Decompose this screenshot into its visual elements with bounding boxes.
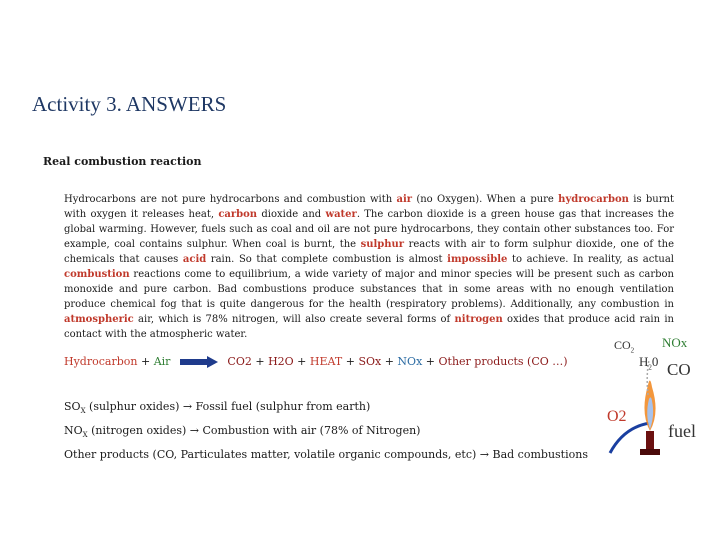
eq-heat: HEAT	[309, 355, 343, 368]
reaction-arrow-icon	[180, 356, 218, 368]
eq-plus: +	[251, 355, 269, 368]
eq-plus: +	[381, 355, 398, 368]
section-heading: Real combustion reaction	[43, 155, 202, 168]
page-title: Activity 3. ANSWERS	[32, 92, 227, 116]
paragraph-text: oxides that produce acid rain in contact with the atmospheric water.	[64, 314, 674, 340]
paragraph-text: dioxide and	[257, 209, 326, 220]
eq-plus: +	[293, 355, 310, 368]
other-line: Other products (CO, Particulates matter, volatile organic compounds, etc) → Bad combustions	[64, 448, 588, 462]
paragraph-text: (no Oxygen). When a pure	[412, 194, 559, 205]
paragraph-text: rain. So that complete combustion is almost	[206, 254, 448, 265]
fig-nox-label: NOx	[662, 335, 688, 350]
paragraph-text: reactions come to equilibrium, a wide variety of major and minor species will be present such as carbon monoxide and pure carbon. Bad combustions produce substances that in some areas with no enough ventilation produce chemical fog that is quite dangerous for the health (respiratory problems). Additionally, any combustion in	[64, 269, 674, 310]
highlight-term: sulphur	[360, 239, 405, 250]
highlight-term: combustion	[64, 269, 130, 280]
highlight-term: hydrocarbon	[558, 194, 629, 205]
paragraph-text: . The carbon dioxide is a green house gas that increases the global warming. However, fuels such as coal and oil are not pure hydrocarbons, they contain other substances too. For example, coal contains sulphur. When coal is burnt, the	[64, 209, 675, 250]
eq-plus: +	[137, 355, 154, 368]
paragraph-text: Hydrocarbons are not pure hydrocarbons and combustion with	[64, 194, 397, 205]
eq-co2: CO2	[227, 355, 252, 368]
fig-o2-label: O2	[607, 408, 627, 425]
paragraph-text: reacts with air to form sulphur dioxide, one of the chemicals that causes	[64, 239, 674, 265]
bunsen-burner-figure	[602, 335, 720, 465]
eq-plus: +	[422, 355, 439, 368]
fig-fuel-label: fuel	[668, 421, 696, 441]
eq-nox: NOx	[397, 355, 423, 368]
paragraph-text: is burnt with oxygen it releases heat,	[64, 194, 674, 220]
highlight-term: atmospheric	[64, 314, 134, 325]
burner-flame-icon	[602, 335, 720, 465]
paragraph-text: air, which is 78% nitrogen, will also create several forms of	[133, 314, 455, 325]
nox-line: $NO_X$ (nitrogen oxides) → Combustion with air (78% of Nitrogen)	[64, 424, 421, 440]
eq-plus: +	[342, 355, 359, 368]
paragraph-text: to achieve. In reality, as actual	[507, 254, 674, 265]
fig-co-label: CO	[667, 360, 691, 379]
eq-other: Other products (CO …)	[438, 355, 568, 368]
fig-co2-label: $CO_2$	[614, 338, 635, 355]
eq-h2o: H2O	[268, 355, 294, 368]
highlight-term: impossible	[447, 254, 508, 265]
highlight-term: nitrogen	[454, 314, 503, 325]
highlight-term: air	[396, 194, 413, 205]
eq-hydrocarbon: Hydrocarbon	[64, 355, 138, 368]
sox-line: $SO_X$ (sulphur oxides) → Fossil fuel (sulphur from earth)	[64, 400, 371, 416]
fig-h2o-label: $H_20$	[639, 354, 659, 372]
explanation-paragraph	[64, 192, 674, 342]
eq-sox: SOx	[358, 355, 382, 368]
highlight-term: water	[325, 209, 357, 220]
explanations-list	[64, 397, 588, 465]
highlight-term: acid	[182, 254, 207, 265]
eq-air: Air	[153, 355, 171, 368]
combustion-equation	[64, 355, 568, 368]
highlight-term: carbon	[218, 209, 258, 220]
